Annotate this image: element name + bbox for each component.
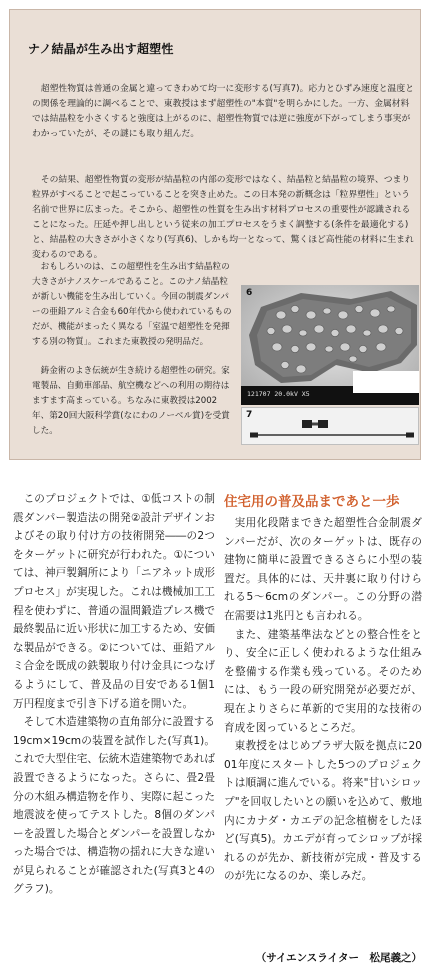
sidebar-paragraph-3: おもしろいのは、この超塑性を生み出す結晶粒の大きさがナノスケールであること。このナノ結晶粒が新しい機能を生み出していく。今回の制震ダンパーの亜鉛アルミ合金も60年代から使われているものだが、機能がまったく異なる「室温で超塑性を発揮する別の物質」。これまた東教授の発明品だ。 (32, 262, 232, 347)
main-column-left (13, 490, 215, 899)
main-paragraph-2: そして木造建築物の直角部分に設置する19cm×19cmの装置を試作した(写真1)。これで大型住宅、伝統木造建築物であれば設置できるようになった。さらに、畳2畳分の木組み構造物を作り、実際に起こった地震波を使ってテストした。8個のダンパーを設置した場合とダンパーを設置しなかった場合では、構造物の揺れに大きな違いが見られることが確認された(写真3と4のグラフ)。 (13, 716, 215, 896)
sidebar-paragraph-2: その結果、超塑性物質の変形が結晶粒の内部の変形ではなく、結晶粒と結晶粒の境界、つまり粒界がすべることで起こっていることを突き止めた。この日本発の新概念は「粒界塑性」という名前で世界に広まった。そこから、超塑性の性質を生み出す材料プロセスの重要性が認識されることになった。圧延や押し出しという従来の加工プロセスをうまく調整する(条件を最適化する)と、結晶粒の大きさが小さくなり(写真6)、しかも均一となって、驚くほど高性能の材料に生まれ変わるのである。 (32, 175, 414, 260)
main-column-right (224, 490, 422, 886)
photo-6-nanocrystal-micrograph (241, 285, 419, 405)
photo-6-caption: 121707 20.0kV X5 (247, 390, 310, 398)
main-paragraph-3: 実用化段階まできた超塑性合金制震ダンパーだが、次のターゲットは、既存の建物に簡単に設置できるさらに小型の装置だ。具体的には、天井裏に取り付けられる5～6cmのダンパー。この分野の潜在需要は1兆円とも言われる。 (224, 517, 422, 622)
sidebar-box (9, 9, 421, 460)
sidebar-title: ナノ結晶が生み出す超塑性 (28, 42, 174, 56)
sidebar-paragraph-1: 超塑性物質は普通の金属と違ってきわめて均一に変形する(写真7)。応力とひずみ速度と温度との関係を理論的に調べることで、東教授はまず超塑性の"本質"を明らかにした。一方、金属材料では結晶粒を小さくすると強度は上がるのに、超塑性物質では逆に強度が下がってしまう事実がわかっていたが、その謎にも取り組んだ。 (32, 84, 414, 139)
photo-6-label: 6 (246, 288, 253, 298)
section-heading: 住宅用の普及品まであと一歩 (224, 494, 400, 510)
main-paragraph-1: このプロジェクトでは、①低コストの制震ダンパー製造法の開発②設計デザインおよびその取り付け方の技術開発――の2つをターゲットに研究が行われた。①については、神戸製鋼所により「ニアネット成形プロセス」が実現した。これは機械加工工程を使わずに、普通の温間鍛造プレス機で最終製品に近い形状に加工するため、安価な製品ができる。②については、亜鉛アルミ合金を既成の鉄製取り付け金具につなげるようにして、普及品の目安である1個1万円程度まで引き下げる道を開いた。 (13, 493, 215, 710)
photo-7-tensile-specimen (241, 407, 419, 445)
main-paragraph-5: 東教授をはじめプラザ大阪を拠点に2001年度にスタートした5つのプロジェクトは順調に進んでいる。将来"甘いシロップ"を回収したいとの願いを込めて、敷地内にカナダ・カエデの記念植樹をしたほど(写真5)。カエデが育ってシロップが採れるのが先か、新技術が完成・普及するのが先になるのか、楽しみだ。 (224, 740, 422, 883)
photo-6-overlay (353, 371, 419, 393)
author-byline: （サイエンスライター 松尾義之） (255, 952, 422, 964)
sidebar-paragraph-4: 鋳金術のよき伝統が生き続ける超塑性の研究。家電製品、自動車部品、航空機などへの利用の期待はますます高まっている。ちなみに東教授は2002年、第20回大阪科学賞(なにわのノーベル賞)を受賞した。 (32, 366, 230, 436)
photo-7-label: 7 (246, 410, 253, 420)
specimen-image (242, 408, 418, 444)
main-paragraph-4: また、建築基準法などとの整合性をとり、安全に正しく使われるような仕組みを整備する作業も残っている。そのためには、もう一段の研究開発が必要だが、現在よりさらに革新的で実用的な技術の育成を図っているところだ。 (224, 628, 422, 734)
